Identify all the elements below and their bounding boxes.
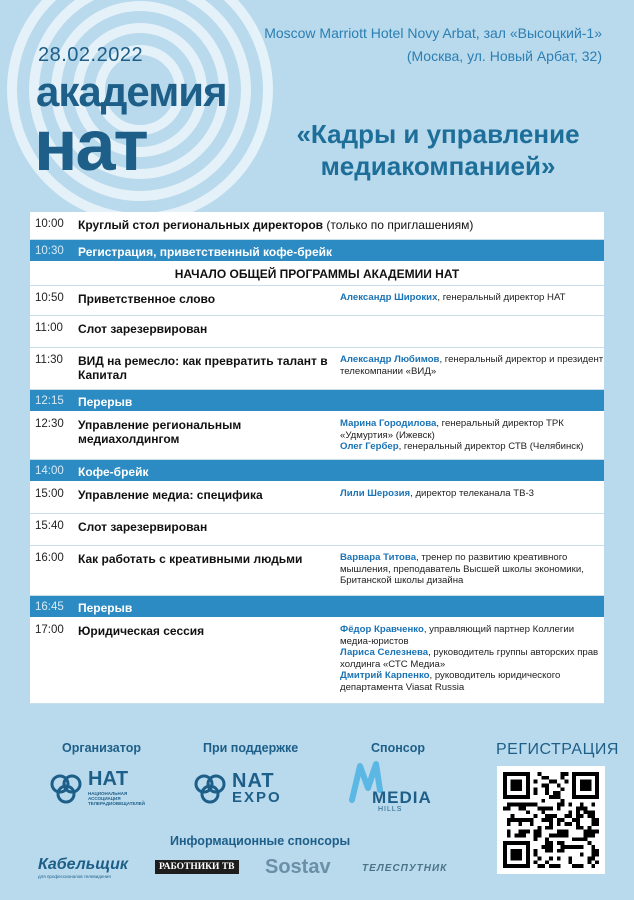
speaker-role: , генеральный директор и президент телекомпании «ВИД» [340,354,604,377]
session-title [78,546,340,595]
session-title [78,514,340,545]
rabotniki-tv-logo[interactable]: РАБОТНИКИ ТВ [155,860,239,874]
session-title-text: Перерыв [78,601,133,615]
speaker [340,292,604,304]
speaker [340,552,604,587]
expo-logo-expo: EXPO [232,789,282,806]
sponsor-label: Спонсор [371,741,425,755]
kabelshik-logo[interactable] [38,856,128,879]
speaker [340,624,604,647]
session-title-text: Юридическая сессия [78,624,205,638]
speaker-name: Александр Любимов [340,354,440,365]
support-label: При поддержке [203,741,299,755]
session-title [78,460,598,481]
session-title-text: Слот зарезервирован [78,520,208,534]
session-time: 14:00 [35,465,64,477]
speaker [340,670,604,693]
session-title [78,348,340,389]
schedule-row [30,390,604,412]
session-time: 16:45 [35,601,64,613]
expo-rings-icon [192,770,228,806]
session-title [78,316,340,347]
schedule-row [30,546,604,596]
brand-academy: академия [36,68,227,115]
speaker-role: , генеральный директор НАТ [437,292,566,303]
speaker-name: Фёдор Кравченко [340,624,424,635]
registration-label: РЕГИСТРАЦИЯ [496,741,619,758]
schedule-row [30,286,604,316]
event-title-line-2: медиакомпанией» [320,151,556,181]
session-title [78,596,598,617]
session-time: 10:50 [35,292,64,304]
session-speakers [340,348,604,389]
speaker-name: Александр Широких [340,292,438,303]
session-title-text: Управление медиа: специфика [78,488,263,502]
speaker [340,354,604,377]
nat-logo-subtitle: НАЦИОНАЛЬНАЯ АССОЦИАЦИЯ ТЕЛЕРАДИОВЕЩАТЕЛЕЙ [88,791,145,806]
session-title-text: Приветственное слово [78,292,216,306]
speaker [340,488,604,500]
speaker-name: Марина Городилова [340,418,437,429]
media-hills-sub: HILLS [378,806,403,813]
speaker-name: Дмитрий Карпенко [340,670,430,681]
info-sponsors-label: Информационные спонсоры [170,834,351,848]
media-hills-logo[interactable] [348,760,448,820]
nat-expo-logo[interactable] [192,770,304,810]
speaker-name: Лариса Селезнева [340,647,429,658]
venue [264,22,602,68]
schedule-row [30,618,604,704]
session-title [78,412,340,459]
nat-organizer-logo[interactable] [48,768,148,808]
session-title-text: Как работать с креативными людьми [78,552,303,566]
session-title [78,390,598,411]
session-time: 10:00 [35,218,64,230]
speaker-role: , директор телеканала ТВ-3 [410,488,535,499]
session-speakers [340,618,604,703]
session-time: 15:00 [35,488,64,500]
schedule-row [30,412,604,460]
session-time: 11:00 [35,322,63,334]
schedule-row [30,262,604,286]
speaker-name: Олег Гербер [340,441,399,452]
session-time: 17:00 [35,624,64,636]
speaker-role: , руководитель юридического департамента Viasat Russia [340,670,561,693]
session-time: 10:30 [35,245,64,257]
session-speakers [340,546,604,595]
media-hills-text: MEDIA [372,788,432,807]
speaker [340,418,604,441]
session-time: 16:00 [35,552,64,564]
session-title-text: Круглый стол региональных директоров [78,218,324,232]
session-title [78,212,598,239]
speaker-name: Варвара Титова [340,552,417,563]
schedule-row [30,596,604,618]
sostav-logo[interactable]: Sostav [265,856,331,878]
session-note: (только по приглашениям) [323,218,474,232]
speaker-role: , управляющий партнер Коллегии медиа-юристов [340,624,575,647]
speaker [340,441,604,453]
speaker-role: , руководитель группы авторских прав холдинга «СТС Медиа» [340,647,599,670]
session-title [78,482,340,513]
telesputnik-logo[interactable]: ТЕЛЕСПУТНИК [362,863,448,874]
session-speakers [340,412,604,459]
session-title [78,240,598,261]
speaker-role: , генеральный директор ТРК «Удмуртия» (Ижевск) [340,418,564,441]
kabelshik-text: Кабельщик [38,856,129,873]
speaker [340,647,604,670]
qr-code-icon [503,772,599,868]
schedule-row [30,514,604,546]
session-title-text: Управление региональным медиахолдингом [78,418,242,446]
schedule-row [30,482,604,514]
session-title [78,618,340,703]
speaker-role: , генеральный директор СТВ (Челябинск) [398,441,584,452]
expo-logo-nat: NAT [232,770,275,792]
brand-nat: нат [34,106,147,186]
schedule-row [30,212,604,240]
session-time: 11:30 [35,354,63,366]
nat-logo-text: НАТ [88,768,129,790]
session-speakers [340,286,604,315]
venue-line-2: (Москва, ул. Новый Арбат, 32) [406,48,602,64]
session-title-text: Регистрация, приветственный кофе-брейк [78,245,333,259]
session-title [78,286,340,315]
schedule-row [30,460,604,482]
speaker-role: , тренер по развитию креативного мышления, преподаватель Высшей школы экономики, Британской школы дизайна [340,552,584,586]
session-time: 12:30 [35,418,64,430]
speaker-name: Лили Шерозия [340,488,411,499]
session-title-text: Перерыв [78,395,133,409]
event-date: 28.02.2022 [38,44,144,66]
schedule-table [30,212,604,704]
session-speakers [340,482,604,513]
session-time: 15:40 [35,520,64,532]
event-title-line-1: «Кадры и управление [296,119,580,149]
organizer-label: Организатор [62,741,141,755]
venue-line-1: Moscow Marriott Hotel Novy Arbat, зал «Высоцкий-1» [264,25,602,41]
session-title-text: ВИД на ремесло: как превратить талант в Капитал [78,354,328,382]
session-title-text: Слот зарезервирован [78,322,208,336]
program-start-heading: НАЧАЛО ОБЩЕЙ ПРОГРАММЫ АКАДЕМИИ НАТ [174,266,460,281]
nat-rings-icon [48,770,84,806]
schedule-row [30,348,604,390]
session-title-text: Кофе-брейк [78,465,149,479]
registration-qr-code[interactable] [497,766,605,874]
schedule-row [30,240,604,262]
schedule-row [30,316,604,348]
event-title [268,118,608,182]
kabelshik-sub: для профессионалов телевидения [38,874,111,879]
session-time: 12:15 [35,395,64,407]
